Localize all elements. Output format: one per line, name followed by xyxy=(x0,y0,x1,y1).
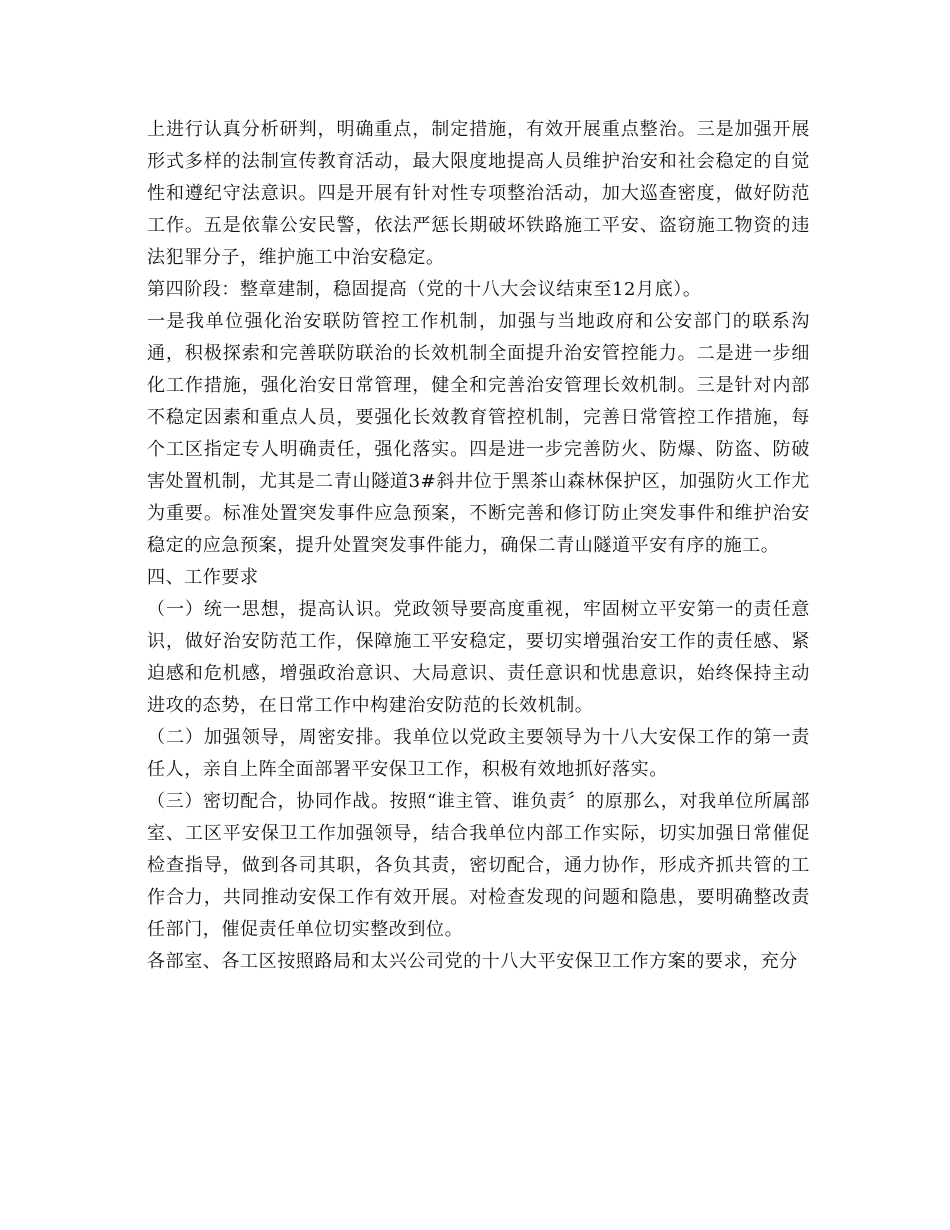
paragraph-requirement-one: （一）统一思想，提高认识。党政领导要高度重视，牢固树立平安第一的责任意识，做好治安防范工作，保障施工平安稳定，要切实增强治安工作的责任感、紧迫感和危机感，增强政治意识、大局意识、责任意识和忧患意识，始终保持主动进攻的态势，在日常工作中构建治安防范的长效机制。 xyxy=(147,599,810,716)
paragraph-requirement-two: （二）加强领导，周密安排。我单位以党政主要领导为十八大安保工作的第一责任人，亲自上阵全面部署平安保卫工作，积极有效地抓好落实。 xyxy=(147,727,810,780)
paragraph-analysis-measures: 上进行认真分析研判，明确重点，制定措施，有效开展重点整治。三是加强开展形式多样的法制宣传教育活动，最大限度地提高人员维护治安和社会稳定的自觉性和遵纪守法意识。四是开展有针对性专项整治活动，加大巡查密度，做好防范工作。五是依靠公安民警，依法严惩长期破坏铁路施工平安、盗窃施工物资的违法犯罪分子，维护施工中治安稳定。 xyxy=(147,119,810,268)
section-heading-work-requirements: 四、工作要求 xyxy=(147,567,259,588)
paragraph-closing: 各部室、各工区按照路局和太兴公司党的十八大平安保卫工作方案的要求，充分 xyxy=(147,951,798,972)
paragraph-stage-four-heading: 第四阶段：整章建制，稳固提高（党的十八大会议结束至12月底）。 xyxy=(147,279,702,300)
document-body xyxy=(147,114,810,978)
paragraph-requirement-three: （三）密切配合，协同作战。按照“谁主管、谁负责〞的原那么，对我单位所属部室、工区平安保卫工作加强领导，结合我单位内部工作实际，切实加强日常催促检查指导，做到各司其职，各负其责，密切配合，通力协作，形成齐抓共管的工作合力，共同推动安保工作有效开展。对检查发现的问题和隐患，要明确整改责任部门，催促责任单位切实整改到位。 xyxy=(147,791,810,940)
paragraph-stage-four-measures: 一是我单位强化治安联防管控工作机制，加强与当地政府和公安部门的联系沟通，积极探索和完善联防联治的长效机制全面提升治安管控能力。二是进一步细化工作措施，强化治安日常管理，健全和完善治安管理长效机制。三是针对内部不稳定因素和重点人员，要强化长效教育管控机制，完善日常管控工作措施，每个工区指定专人明确责任，强化落实。四是进一步完善防火、防爆、防盗、防破害处置机制，尤其是二青山隧道3#斜井位于黑茶山森林保护区，加强防火工作尤为重要。标准处置突发事件应急预案，不断完善和修订防止突发事件和维护治安稳定的应急预案，提升处置突发事件能力，确保二青山隧道平安有序的施工。 xyxy=(147,311,810,556)
